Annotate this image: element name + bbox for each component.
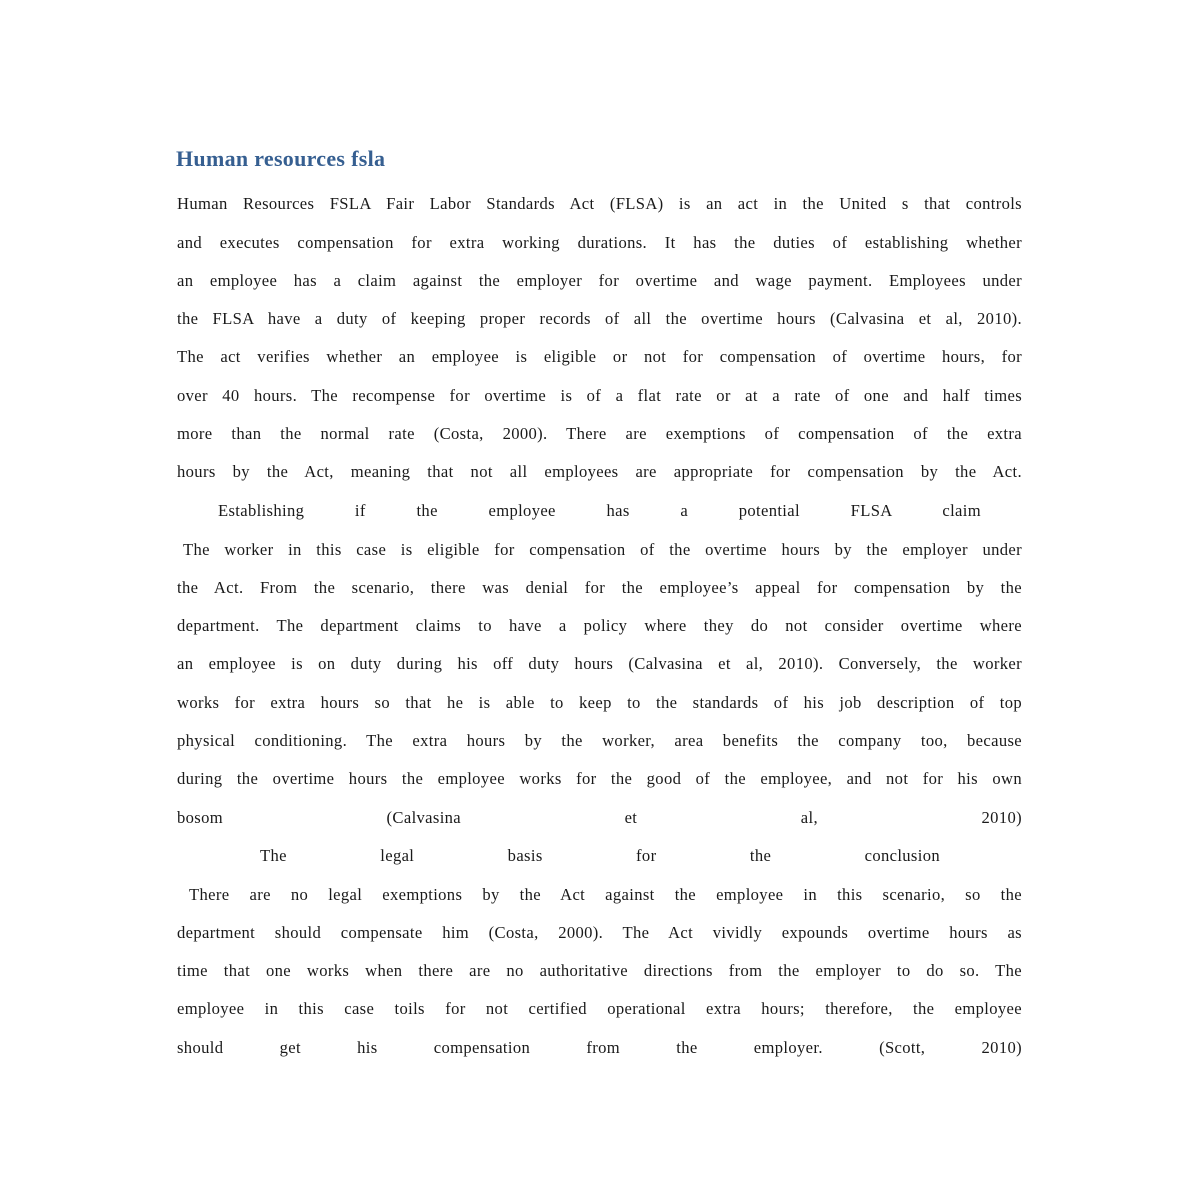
paragraph-line: hours by the Act, meaning that not all employees are appropriate for compensation by the Act.	[177, 462, 1022, 481]
paragraph-line: over 40 hours. The recompense for overtime is of a flat rate or at a rate of one and half times	[177, 386, 1022, 405]
paragraph-line: Human Resources FSLA Fair Labor Standards Act (FLSA) is an act in the United s that controls	[177, 194, 1022, 213]
paragraph-line: bosom (Calvasina et al, 2010)	[177, 808, 1022, 827]
paragraph-line: an employee has a claim against the employer for overtime and wage payment. Employees under	[177, 271, 1022, 290]
paragraph-line: and executes compensation for extra working durations. It has the duties of establishing whether	[177, 233, 1022, 252]
paragraph-line: physical conditioning. The extra hours by the worker, area benefits the company too, because	[177, 731, 1022, 750]
paragraph-line: more than the normal rate (Costa, 2000). There are exemptions of compensation of the extra	[177, 424, 1022, 443]
paragraph-line: the Act. From the scenario, there was denial for the employee’s appeal for compensation by the	[177, 578, 1022, 597]
paragraph-line: There are no legal exemptions by the Act against the employee in this scenario, so the	[189, 885, 1022, 904]
paragraph-line: an employee is on duty during his off duty hours (Calvasina et al, 2010). Conversely, the worker	[177, 654, 1022, 673]
section-heading-line: The legal basis for the conclusion	[260, 846, 940, 865]
paragraph-line: the FLSA have a duty of keeping proper records of all the overtime hours (Calvasina et al, 2010).	[177, 309, 1022, 328]
paragraph-line: employee in this case toils for not certified operational extra hours; therefore, the employee	[177, 999, 1022, 1018]
paragraph-line: department should compensate him (Costa, 2000). The Act vividly expounds overtime hours as	[177, 923, 1022, 942]
paragraph-line: during the overtime hours the employee works for the good of the employee, and not for his own	[177, 769, 1022, 788]
paragraph-line: should get his compensation from the employer. (Scott, 2010)	[177, 1038, 1022, 1057]
document-title: Human resources fsla	[176, 146, 386, 171]
paragraph-line: The worker in this case is eligible for compensation of the overtime hours by the employer under	[183, 540, 1022, 559]
section-heading-line: Establishing if the employee has a potential FLSA claim	[218, 501, 981, 520]
paragraph-line: department. The department claims to have a policy where they do not consider overtime where	[177, 616, 1022, 635]
paragraph-line: The act verifies whether an employee is eligible or not for compensation of overtime hours, for	[177, 347, 1022, 366]
paragraph-line: time that one works when there are no authoritative directions from the employer to do so. The	[177, 961, 1022, 980]
paragraph-line: works for extra hours so that he is able to keep to the standards of his job description of top	[177, 693, 1022, 712]
